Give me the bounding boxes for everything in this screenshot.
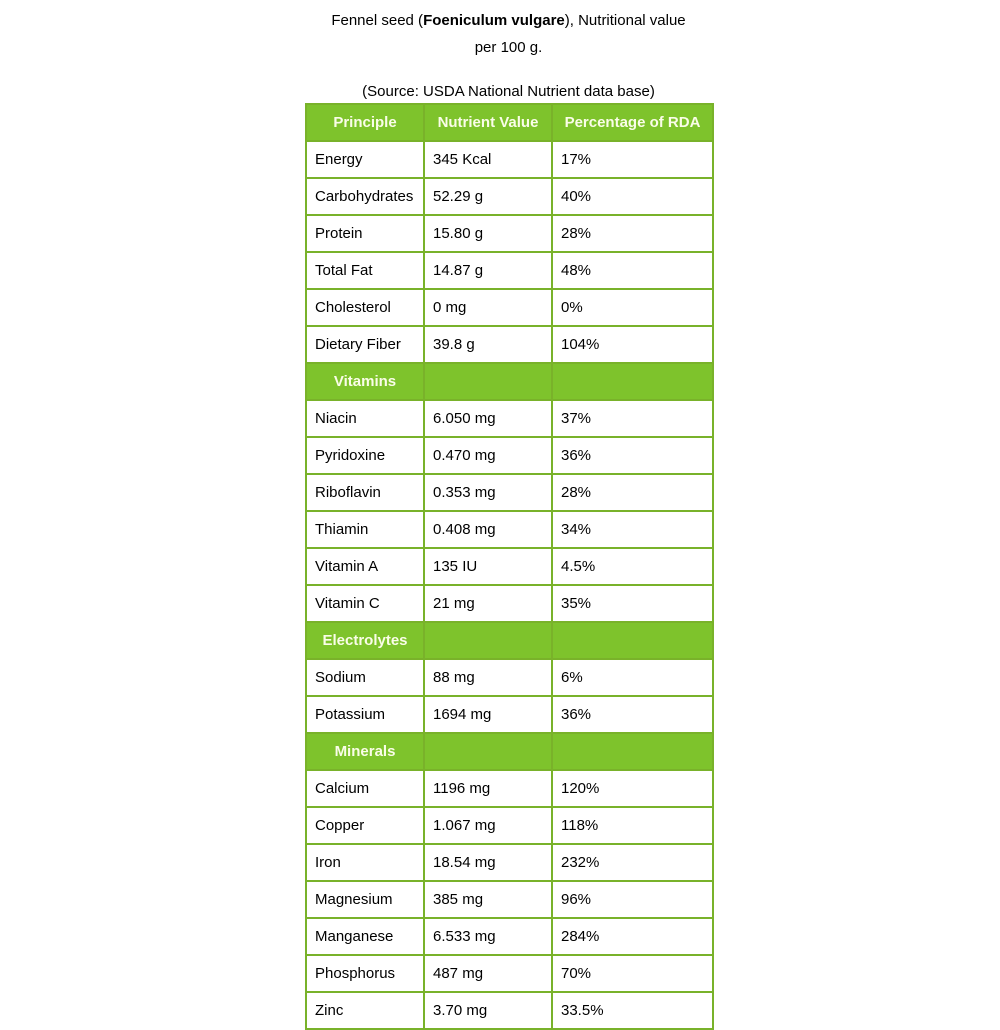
nutrient-value-cell: 6.050 mg [424,400,552,437]
principle-cell: Vitamin C [306,585,424,622]
rda-cell: 33.5% [552,992,713,1029]
nutrient-value-cell: 0.353 mg [424,474,552,511]
principle-cell: Niacin [306,400,424,437]
principle-cell: Total Fat [306,252,424,289]
table-row [306,585,713,622]
table-row [306,807,713,844]
rda-cell: 104% [552,326,713,363]
nutrient-value-cell: 18.54 mg [424,844,552,881]
section-row [306,733,713,770]
table-header [306,104,713,141]
principle-cell: Phosphorus [306,955,424,992]
rda-cell: 4.5% [552,548,713,585]
page-title [305,7,712,34]
principle-cell: Pyridoxine [306,437,424,474]
table-row [306,659,713,696]
rda-cell: 34% [552,511,713,548]
nutrition-table [305,103,714,1030]
header-percentage-rda: Percentage of RDA [552,104,713,141]
principle-cell: Energy [306,141,424,178]
section-cell [424,733,552,770]
principle-cell: Sodium [306,659,424,696]
section-cell [424,363,552,400]
table-row [306,252,713,289]
principle-cell: Riboflavin [306,474,424,511]
rda-cell: 28% [552,215,713,252]
nutrient-value-cell: 39.8 g [424,326,552,363]
principle-cell: Dietary Fiber [306,326,424,363]
table-row [306,696,713,733]
header-nutrient-value: Nutrient Value [424,104,552,141]
table-row [306,289,713,326]
nutrient-value-cell: 88 mg [424,659,552,696]
nutrient-value-cell: 1196 mg [424,770,552,807]
principle-cell: Cholesterol [306,289,424,326]
nutrient-value-cell: 135 IU [424,548,552,585]
title-block [305,7,712,105]
table-row [306,881,713,918]
section-label: Minerals [306,733,424,770]
table-row [306,992,713,1029]
table-row [306,474,713,511]
section-cell [552,363,713,400]
nutrient-value-cell: 3.70 mg [424,992,552,1029]
principle-cell: Carbohydrates [306,178,424,215]
rda-cell: 35% [552,585,713,622]
table-body [306,141,713,1029]
source-line: (Source: USDA National Nutrient data base) [362,83,655,100]
nutrient-value-cell: 6.533 mg [424,918,552,955]
principle-cell: Thiamin [306,511,424,548]
rda-cell: 118% [552,807,713,844]
table-row [306,141,713,178]
nutrient-value-cell: 345 Kcal [424,141,552,178]
nutrient-value-cell: 15.80 g [424,215,552,252]
rda-cell: 28% [552,474,713,511]
header-row [306,104,713,141]
rda-cell: 70% [552,955,713,992]
principle-cell: Potassium [306,696,424,733]
rda-cell: 48% [552,252,713,289]
table-row [306,548,713,585]
nutrient-value-cell: 0.470 mg [424,437,552,474]
principle-cell: Zinc [306,992,424,1029]
principle-cell: Manganese [306,918,424,955]
nutrient-value-cell: 0 mg [424,289,552,326]
rda-cell: 37% [552,400,713,437]
principle-cell: Copper [306,807,424,844]
rda-cell: 120% [552,770,713,807]
rda-cell: 96% [552,881,713,918]
table-row [306,511,713,548]
section-row [306,363,713,400]
page-title-line2: per 100 g. [474,39,543,56]
nutrient-value-cell: 1694 mg [424,696,552,733]
nutrient-value-cell: 52.29 g [424,178,552,215]
rda-cell: 284% [552,918,713,955]
header-principle: Principle [306,104,424,141]
rda-cell: 232% [552,844,713,881]
nutrient-value-cell: 0.408 mg [424,511,552,548]
principle-cell: Magnesium [306,881,424,918]
rda-cell: 17% [552,141,713,178]
table-row [306,437,713,474]
table-row [306,215,713,252]
table-row [306,400,713,437]
nutrient-value-cell: 14.87 g [424,252,552,289]
principle-cell: Iron [306,844,424,881]
nutrient-value-cell: 385 mg [424,881,552,918]
section-label: Vitamins [306,363,424,400]
nutrient-value-cell: 21 mg [424,585,552,622]
principle-cell: Protein [306,215,424,252]
principle-cell: Calcium [306,770,424,807]
table-row [306,326,713,363]
nutrient-value-cell: 487 mg [424,955,552,992]
table-row [306,178,713,215]
section-row [306,622,713,659]
section-label: Electrolytes [306,622,424,659]
table-row [306,770,713,807]
table-row [306,955,713,992]
nutrient-value-cell: 1.067 mg [424,807,552,844]
title-latin-name: Foeniculum vulgare [423,12,565,29]
table-row [306,918,713,955]
principle-cell: Vitamin A [306,548,424,585]
rda-cell: 36% [552,696,713,733]
section-cell [424,622,552,659]
rda-cell: 40% [552,178,713,215]
table-row [306,844,713,881]
section-cell [552,622,713,659]
title-suffix: ), Nutritional value [564,12,686,29]
title-prefix: Fennel seed ( [331,12,424,29]
rda-cell: 6% [552,659,713,696]
rda-cell: 0% [552,289,713,326]
rda-cell: 36% [552,437,713,474]
section-cell [552,733,713,770]
